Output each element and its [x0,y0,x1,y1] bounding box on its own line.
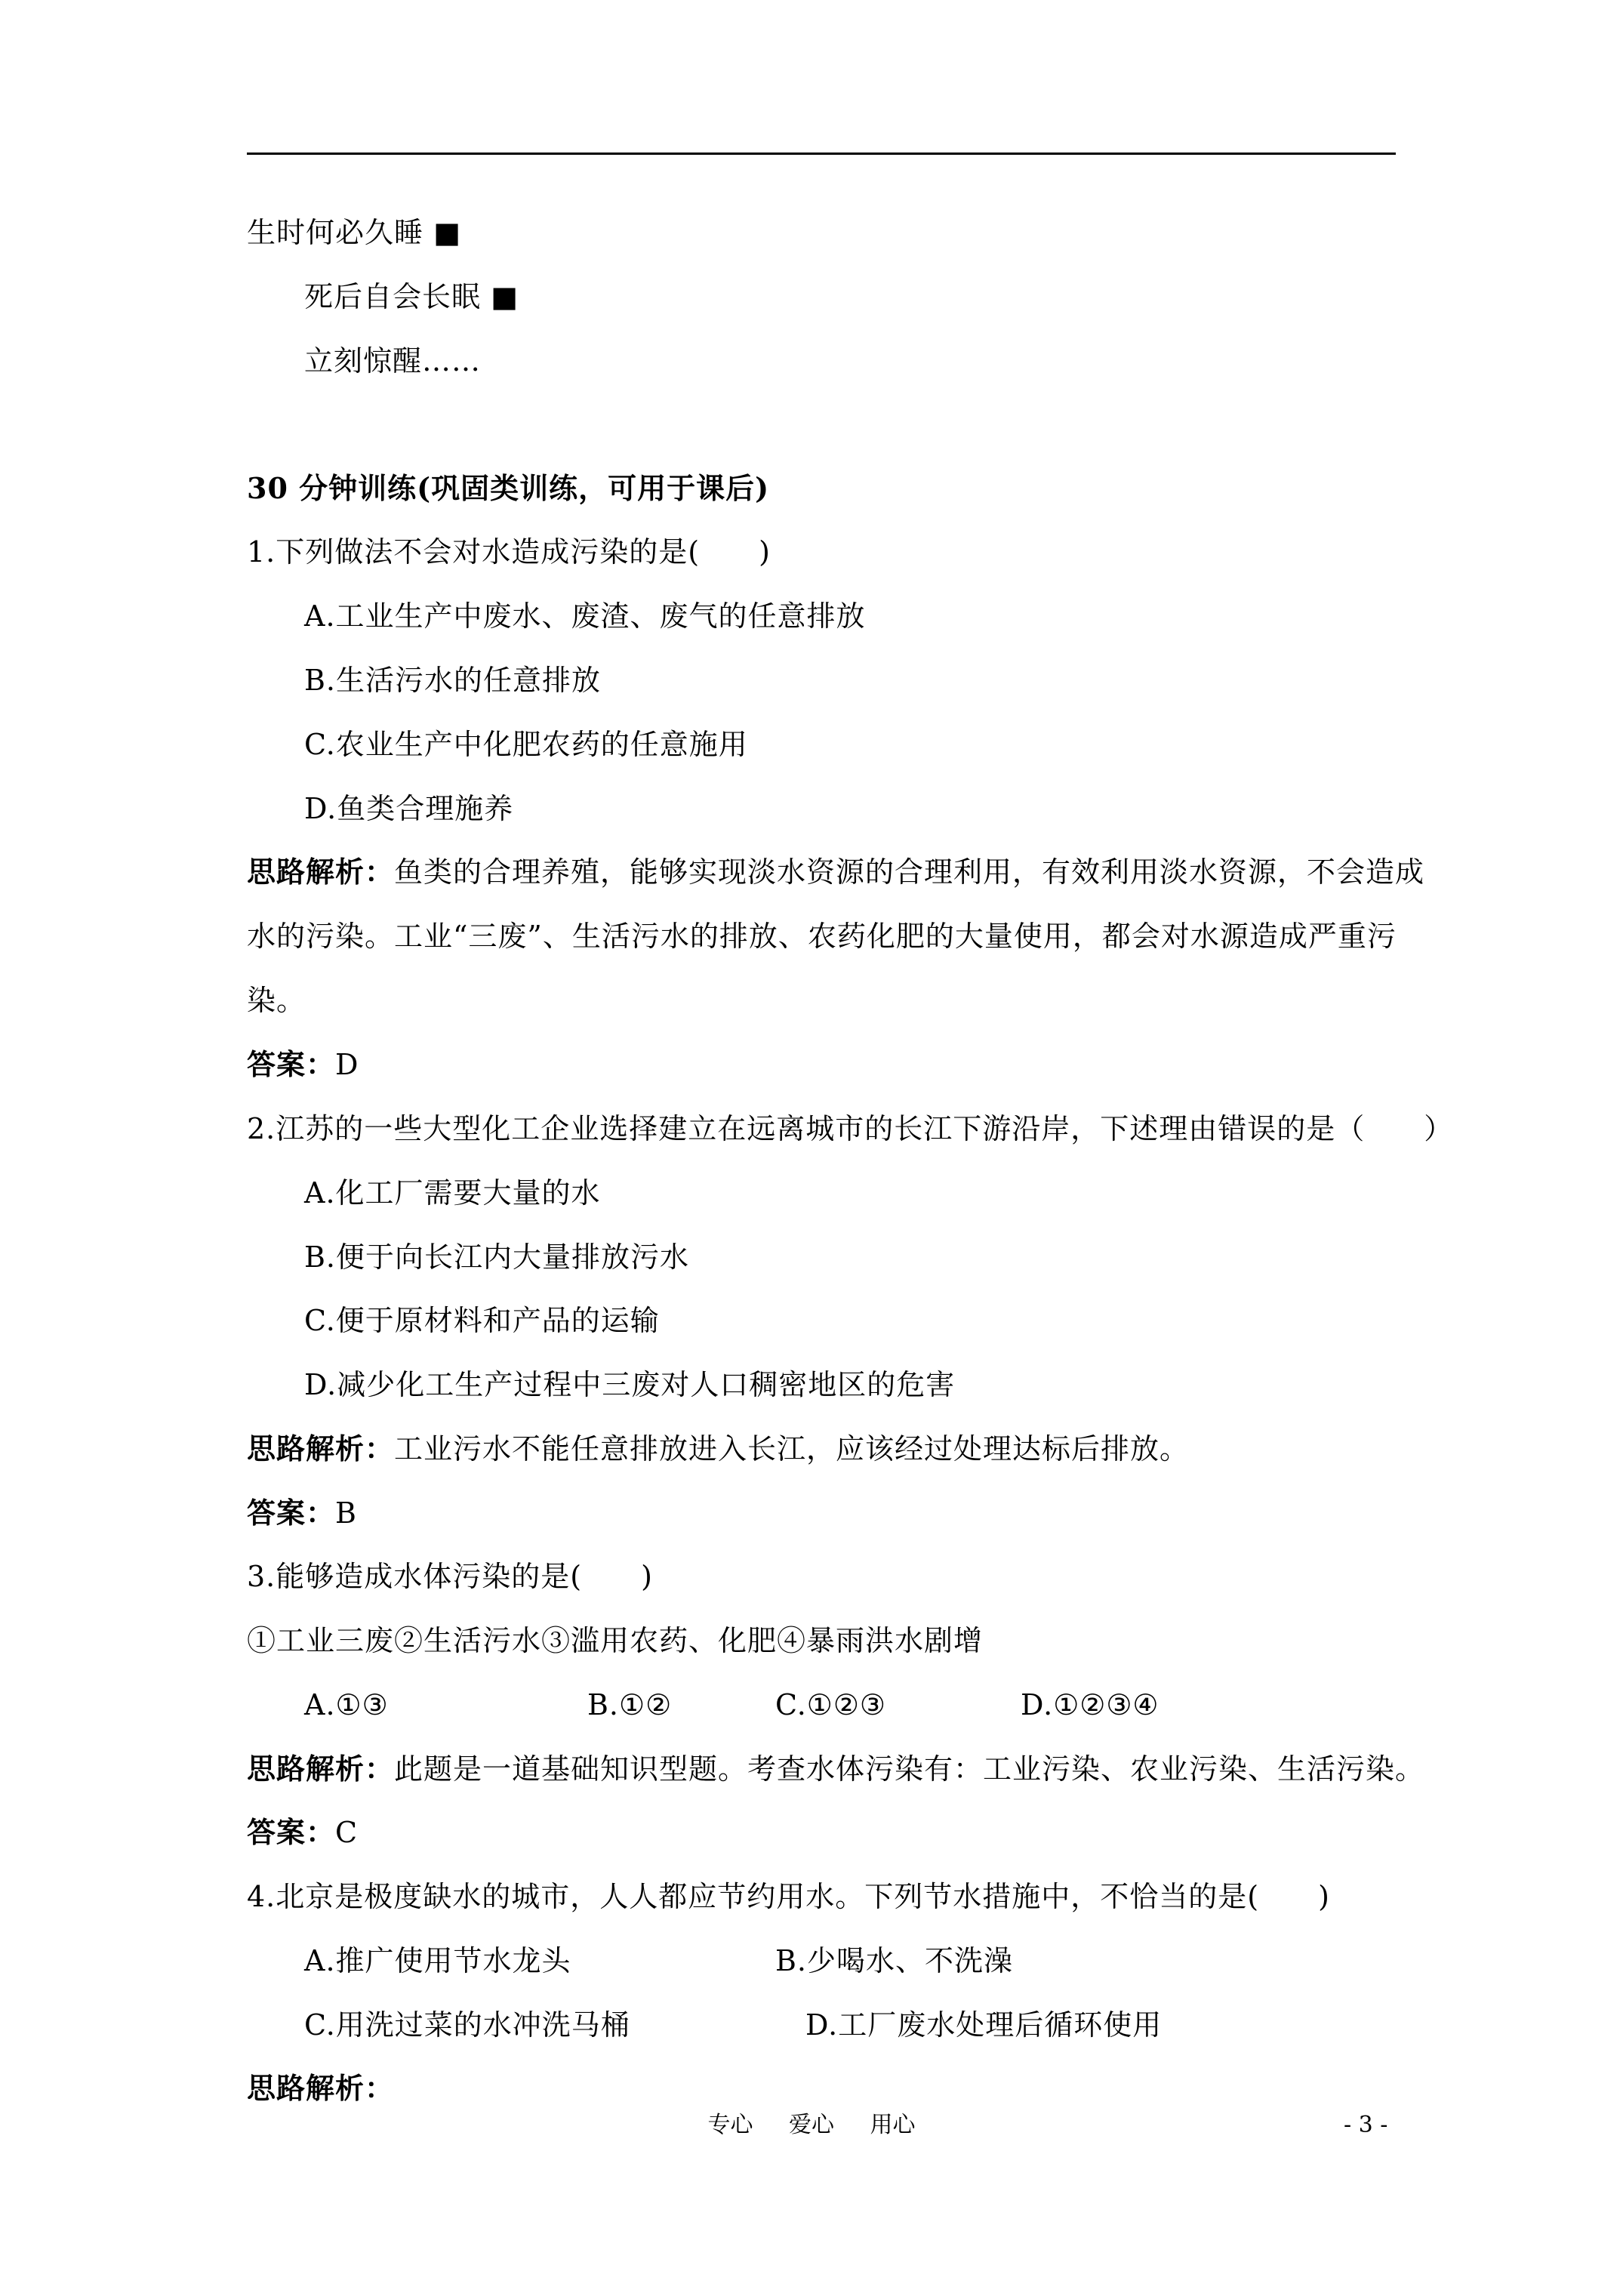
q4-analysis [247,2069,394,2107]
q1-option-d: D.鱼类合理施养 [304,792,514,825]
q3-option-c: C.①②③ [775,1688,886,1721]
q2-option-c: C.便于原材料和产品的运输 [304,1304,660,1337]
q2-option-d: D.减少化工生产过程中三废对人口稠密地区的危害 [304,1368,956,1401]
q1-analysis-line-2: 水的污染。工业“三废”、生活污水的排放、农药化肥的大量使用，都会对水源造成严重污 [247,920,1397,953]
analysis-label: 思路解析： [247,855,395,889]
header-rule [247,153,1396,155]
analysis-label: 思路解析： [247,1752,395,1786]
answer-label: 答案： [247,1815,336,1849]
q2-option-b: B.便于向长江内大量排放污水 [304,1240,690,1274]
footer-motto: 专心 爱心 用心 [707,2112,916,2138]
q3-option-a: A.①③ [304,1688,389,1721]
q4-stem: 4.北京是极度缺水的城市，人人都应节约用水。下列节水措施中，不恰当的是( ) [247,1880,1330,1913]
q1-analysis-line-3: 染。 [247,984,306,1017]
analysis-label: 思路解析： [247,2071,395,2105]
q1-stem: 1.下列做法不会对水造成污染的是( ) [247,535,771,569]
q3-items: ①工业三废②生活污水③滥用农药、化肥④暴雨洪水剧增 [247,1624,984,1657]
q2-analysis [247,1430,1189,1468]
q3-answer [247,1814,358,1851]
q3-option-b: B.①② [587,1688,673,1721]
q1-option-b: B.生活污水的任意排放 [304,664,602,697]
q3-stem: 3.能够造成水体污染的是( ) [247,1560,653,1593]
poem-line-3: 立刻惊醒…… [304,344,482,378]
q2-analysis-text: 工业污水不能任意排放进入长江，应该经过处理达标后排放。 [394,1432,1190,1465]
answer-label: 答案： [247,1047,336,1081]
q4-option-d: D.工厂废水处理后循环使用 [805,2008,1163,2042]
section-title: 30 分钟训练(巩固类训练，可用于课后) [247,471,770,505]
q1-answer [247,1046,359,1083]
q4-option-b: B.少喝水、不洗澡 [775,1944,1014,1977]
analysis-label: 思路解析： [247,1432,395,1465]
q4-option-a: A.推广使用节水龙头 [304,1944,571,1977]
q2-stem: 2.江苏的一些大型化工企业选择建立在远离城市的长江下游沿岸，下述理由错误的是（ ） [247,1112,1454,1145]
q1-analysis-line-1 [247,853,1424,891]
answer-label: 答案： [247,1496,336,1530]
q2-answer [247,1494,357,1532]
q1-option-c: C.农业生产中化肥农药的任意施用 [304,728,748,761]
q3-answer-value: C [335,1816,359,1849]
poem-line-1: 生时何必久睡 ■ [247,216,461,249]
q2-option-a: A.化工厂需要大量的水 [304,1176,601,1210]
q4-option-c: C.用洗过菜的水冲洗马桶 [304,2008,630,2042]
q3-analysis-text: 此题是一道基础知识型题。考查水体污染有：工业污染、农业污染、生活污染。 [394,1752,1425,1786]
poem-line-2: 死后自会长眠 ■ [304,280,519,313]
q1-answer-value: D [335,1048,359,1081]
q1-analysis-text-1: 鱼类的合理养殖，能够实现淡水资源的合理利用，有效利用淡水资源，不会造成 [394,855,1425,889]
q2-answer-value: B [335,1496,357,1530]
q1-option-a: A.工业生产中废水、废渣、废气的任意排放 [304,599,866,633]
page-number: - 3 - [1344,2112,1388,2138]
q3-analysis [247,1750,1424,1788]
q3-option-d: D.①②③④ [1021,1688,1160,1721]
